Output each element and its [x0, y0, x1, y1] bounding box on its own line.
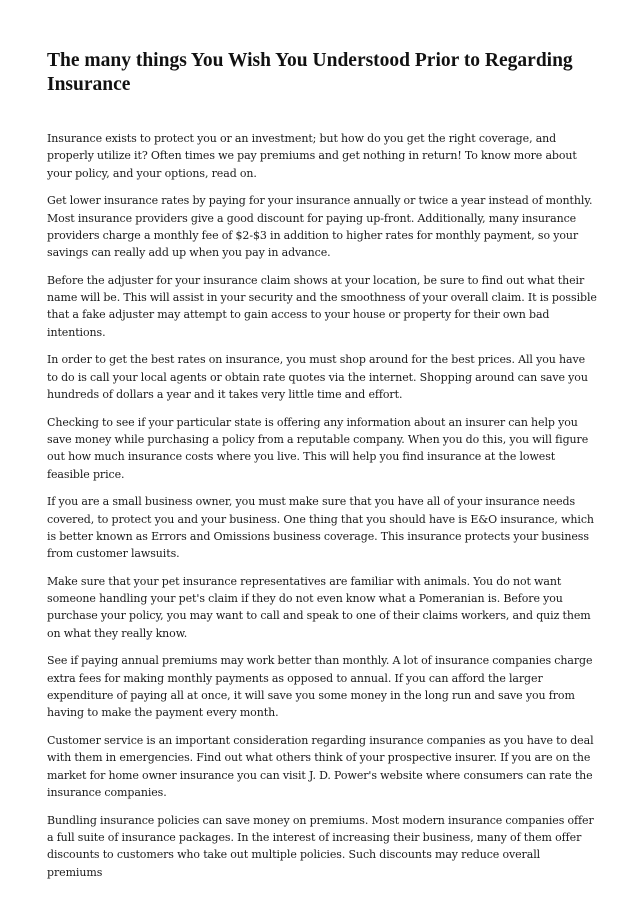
paragraph-5: Checking to see if your particular state is offering any information about an insurer can help you save money while purchasing a policy from a reputable company. When you do this, you will figure out how much insurance costs where you live. This will help you find insurance at the lowest feasible price.	[47, 415, 589, 481]
document-title: The many things You Wish You Understood Prior to Regarding Insurance	[47, 50, 573, 95]
paragraph-10: Bundling insurance policies can save money on premiums. Most modern insurance companies offer a full suite of insurance packages. In the interest of increasing their business, many of them offer discounts to customers who take out multiple policies. Such discounts may reduce overall premiums	[47, 813, 594, 879]
document-body	[47, 130, 597, 881]
paragraph-6: If you are a small business owner, you must make sure that you have all of your insurance needs covered, to protect you and your business. One thing that you should have is E&O insurance, which is better known as Errors and Omissions business coverage. This insurance protects your business from customer lawsuits.	[47, 495, 594, 561]
paragraph-3: Before the adjuster for your insurance claim shows at your location, be sure to find out what their name will be. This will assist in your security and the smoothness of your overall claim. It is possible that a fake adjuster may attempt to gain access to your house or property for their own bad intentions.	[47, 273, 597, 339]
paragraph-4: In order to get the best rates on insurance, you must shop around for the best prices. All you have to do is call your local agents or obtain rate quotes via the internet. Shopping around can save you hundreds of dollars a year and it takes very little time and effort.	[47, 353, 588, 402]
document-page	[47, 49, 597, 891]
paragraph-7: Make sure that your pet insurance representatives are familiar with animals. You do not want someone handling your pet's claim if they do not even know what a Pomeranian is. Before you purchase your policy, you may want to call and speak to one of their claims workers, and quiz them on what they really know.	[47, 574, 591, 640]
paragraph-1: Insurance exists to protect you or an investment; but how do you get the right coverage, and properly utilize it? Often times we pay premiums and get nothing in return! To know more about your policy, and your options, read on.	[47, 132, 577, 180]
paragraph-8: See if paying annual premiums may work better than monthly. A lot of insurance companies charge extra fees for making monthly payments as opposed to annual. If you can afford the larger expenditure of paying all at once, it will save you some money in the long run and save you from having to make the payment every month.	[47, 654, 593, 720]
paragraph-9: Customer service is an important consideration regarding insurance companies as you have to deal with them in emergencies. Find out what others think of your prospective insurer. If you are on the market for home owner insurance you can visit J. D. Power's website where consumers can rate the insurance companies.	[47, 734, 594, 799]
paragraph-2: Get lower insurance rates by paying for your insurance annually or twice a year instead of monthly. Most insurance providers give a good discount for paying up-front. Additionally, many insurance providers charge a monthly fee of $2-$3 in addition to higher rates for monthly payment, so your savings can really add up when you pay in advance.	[47, 194, 593, 260]
